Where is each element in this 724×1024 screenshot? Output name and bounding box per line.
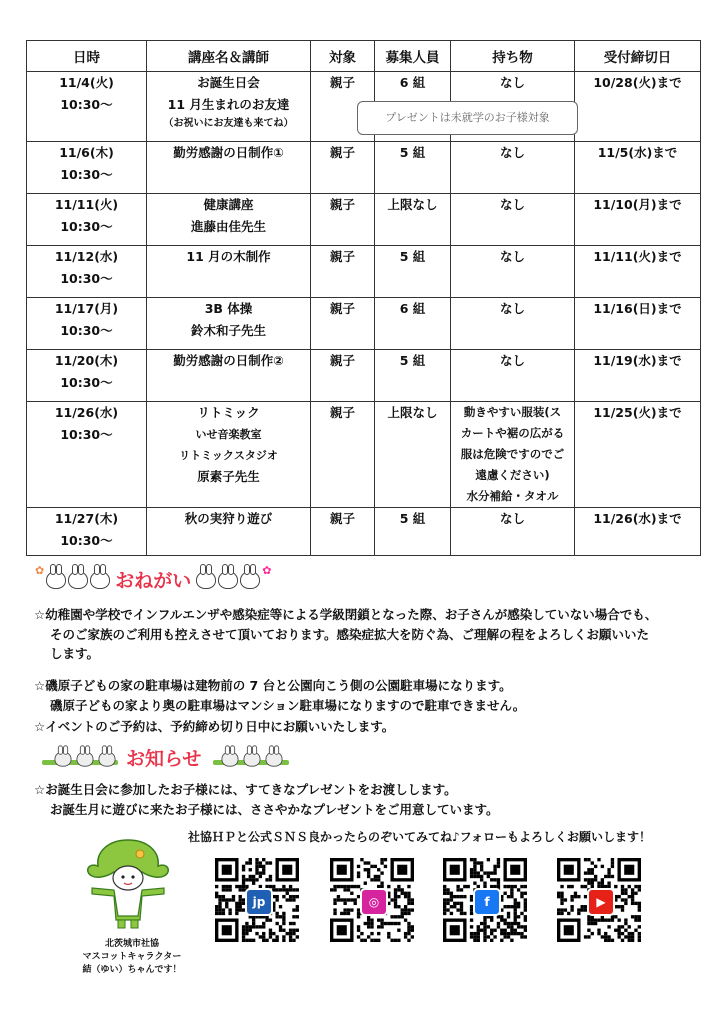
row-target: 親子 <box>329 145 355 160</box>
row-course-name: リトミック <box>197 405 260 420</box>
row-course-name: お誕生日会 <box>197 75 260 90</box>
header-date: 日時 <box>27 41 147 72</box>
mascot-caption <box>72 938 192 977</box>
row-capacity: 6 組 <box>399 75 426 90</box>
row-course-sub: 鈴木和子先生 <box>190 323 266 338</box>
follow-message: 社協ＨＰと公式ＳＮＳ良かったらのぞいてみてね♪フォローもよろしくお願いします！ <box>188 830 652 844</box>
row-date: 11/26(水) <box>54 405 119 420</box>
onegai-text: そのご家族のご利用も控えさせて頂いております。感染症拡大を防ぐ為、ご理解の程をよろしくお願いいた <box>50 626 650 642</box>
row-items: なし <box>499 249 525 264</box>
instagram-icon: ◎ <box>360 888 388 916</box>
row-date: 11/6(木) <box>59 145 114 160</box>
table-row <box>27 142 701 194</box>
facebook-icon: f <box>473 888 501 916</box>
table-row <box>27 298 701 350</box>
mascot-caption-line: 北茨城市社協 <box>104 939 159 949</box>
row-course-name: 秋の実狩り遊び <box>184 511 273 526</box>
row-date: 11/12(水) <box>54 249 119 264</box>
bunny-icon <box>68 571 88 589</box>
header-target: 対象 <box>311 41 375 72</box>
row-date: 11/11(火) <box>54 197 119 212</box>
onegai-text: ☆幼稚園や学校でインフルエンザや感染症等による学級閉鎖となった際、お子さんが感染していない場合でも、 <box>34 607 658 622</box>
row-deadline: 11/26(水)まで <box>593 511 682 526</box>
row-target: 親子 <box>329 75 355 90</box>
row-deadline: 11/16(日)まで <box>593 301 682 316</box>
onegai-text: 磯原子どもの家より奥の駐車場はマンション駐車場になりますので駐車できません。 <box>50 697 526 713</box>
facebook-qr-code[interactable] <box>443 858 527 942</box>
row-time: 10:30～ <box>60 375 113 390</box>
onegai-text: ☆イベントのご予約は、予約締め切り日中にお願いいたします。 <box>34 719 395 734</box>
row-items-line: 動きやすい服装(ス <box>463 405 562 419</box>
row-capacity: 6 組 <box>399 301 426 316</box>
pencil-bunnies-icon <box>34 750 118 766</box>
website-qr-code[interactable] <box>215 858 299 942</box>
row-target: 親子 <box>329 353 355 368</box>
row-date: 11/20(木) <box>54 353 119 368</box>
table-row <box>27 508 701 556</box>
row-date: 11/4(火) <box>59 75 114 90</box>
row-items: なし <box>499 301 525 316</box>
row-items: なし <box>499 75 525 90</box>
row-items-line: カートや裾の広がる <box>460 426 565 440</box>
row-capacity: 上限なし <box>387 405 438 420</box>
header-items: 持ち物 <box>451 41 575 72</box>
row-time: 10:30～ <box>60 167 113 182</box>
youtube-icon: ▶ <box>587 888 615 916</box>
row-items: なし <box>499 145 525 160</box>
bunny-icon <box>218 571 238 589</box>
row-course-name: 勤労感謝の日制作① <box>173 145 284 160</box>
row-items-line: 服は危険ですのでご <box>460 447 565 461</box>
row-course-name: 3B 体操 <box>204 301 253 316</box>
row-items-extra: 水分補給・タオル <box>466 489 559 503</box>
row-course-teacher: 原素子先生 <box>197 469 260 484</box>
table-row <box>27 350 701 402</box>
website-icon: jp <box>245 888 273 916</box>
onegai-text: ☆磯原子どもの家の駐車場は建物前の 7 台と公園向こう側の公園駐車場になります。 <box>34 678 512 693</box>
header-deadline: 受付締切日 <box>575 41 701 72</box>
bunny-icon <box>240 571 260 589</box>
header-capacity: 募集人員 <box>375 41 451 72</box>
row-capacity: 5 組 <box>399 511 426 526</box>
row-target: 親子 <box>329 405 355 420</box>
row-date: 11/27(木) <box>54 511 119 526</box>
row-target: 親子 <box>329 197 355 212</box>
row-deadline: 11/19(水)まで <box>593 353 682 368</box>
header-course: 講座名＆講師 <box>147 41 311 72</box>
mascot-icon <box>78 832 178 932</box>
table-row <box>27 402 701 508</box>
row-target: 親子 <box>329 511 355 526</box>
row-time: 10:30～ <box>60 97 113 112</box>
row-course-sub: 11 月生まれのお友達 <box>167 97 290 112</box>
instagram-qr-code[interactable] <box>330 858 414 942</box>
bunny-icon <box>196 571 216 589</box>
row-course-name: 健康講座 <box>203 197 254 212</box>
row-items-line: 遠慮ください) <box>475 468 550 482</box>
present-note-callout: プレゼントは未就学のお子様対象 <box>357 101 578 135</box>
flower-icon: ✿ <box>262 564 272 577</box>
onegai-paragraph-3 <box>34 717 704 737</box>
row-time: 10:30～ <box>60 427 113 442</box>
row-time: 10:30～ <box>60 219 113 234</box>
row-time: 10:30～ <box>60 271 113 286</box>
mascot-caption-line: 結（ゆい）ちゃんです！ <box>82 965 182 975</box>
row-capacity: 5 組 <box>399 353 426 368</box>
pencil-bunnies-icon <box>205 750 289 766</box>
table-row <box>27 246 701 298</box>
svg-text:#: # <box>123 900 133 911</box>
row-course-name: 勤労感謝の日制作② <box>173 353 284 368</box>
row-target: 親子 <box>329 249 355 264</box>
row-target: 親子 <box>329 301 355 316</box>
oshirase-banner <box>34 744 293 771</box>
row-date: 11/17(月) <box>54 301 119 316</box>
bunny-icon <box>90 571 110 589</box>
flower-icon: ✿ <box>35 564 45 577</box>
row-deadline: 11/10(月)まで <box>593 197 682 212</box>
row-deadline: 11/5(水)まで <box>597 145 678 160</box>
oshirase-title: お知らせ <box>126 748 202 770</box>
table-row <box>27 194 701 246</box>
row-capacity: 5 組 <box>399 145 426 160</box>
row-time: 10:30～ <box>60 533 113 548</box>
row-time: 10:30～ <box>60 323 113 338</box>
bunny-icon <box>46 571 66 589</box>
mascot-caption-line: マスコットキャラクター <box>82 952 182 962</box>
row-capacity: 上限なし <box>387 197 438 212</box>
onegai-text: します。 <box>50 646 100 661</box>
row-course-name: 11 月の木制作 <box>186 249 271 264</box>
row-course-sub: リトミックスタジオ <box>179 449 278 462</box>
row-items: なし <box>499 511 525 526</box>
row-deadline: 11/11(火)まで <box>593 249 682 264</box>
oshirase-text: お誕生月に遊びに来たお子様には、ささやかなプレゼントをご用意しています。 <box>50 801 499 817</box>
row-course-note: （お祝いにお友達も来てね） <box>163 118 294 129</box>
onegai-paragraph-2 <box>34 676 704 715</box>
row-course-sub: 進藤由佳先生 <box>190 219 266 234</box>
row-deadline: 10/28(火)まで <box>593 75 682 90</box>
row-deadline: 11/25(火)まで <box>593 405 682 420</box>
row-capacity: 5 組 <box>399 249 426 264</box>
oshirase-text: ☆お誕生日会に参加したお子様には、すてきなプレゼントをお渡しします。 <box>34 782 457 797</box>
row-items-detail <box>451 402 575 508</box>
onegai-banner <box>34 566 272 593</box>
row-items: なし <box>499 353 525 368</box>
oshirase-paragraph <box>34 780 704 819</box>
onegai-title: おねがい <box>115 570 192 592</box>
youtube-qr-code[interactable] <box>557 858 641 942</box>
table-header-row <box>27 41 701 72</box>
row-items: なし <box>499 197 525 212</box>
row-course-sub: いせ音楽教室 <box>195 428 262 441</box>
onegai-paragraph-1 <box>34 605 704 664</box>
